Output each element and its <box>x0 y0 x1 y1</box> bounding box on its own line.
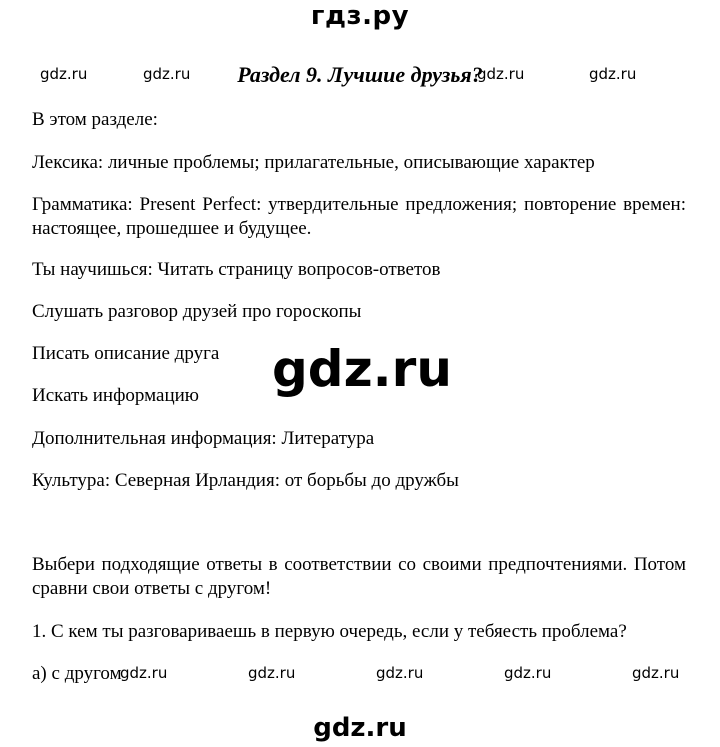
watermark: gdz.ru <box>632 664 680 682</box>
site-footer: gdz.ru <box>313 713 407 743</box>
watermark: gdz.ru <box>376 664 424 682</box>
watermark: gdz.ru <box>120 664 168 682</box>
answer-a: а) с другом <box>32 663 122 684</box>
watermark: gdz.ru <box>477 65 525 83</box>
watermark: gdz.ru <box>40 65 88 83</box>
instruction-text: Выбери подходящие ответы в соответствии со своими предпочтениями. Потом сравни свои ответы с другом! <box>32 554 686 599</box>
section-title: Раздел 9. Лучшие друзья? <box>237 62 483 87</box>
skills-read-text: Ты научишься: Читать страницу вопросов-ответов <box>32 259 441 280</box>
culture-text: Культура: Северная Ирландия: от борьбы до дружбы <box>32 470 459 491</box>
question-1: 1. С кем ты разговариваешь в первую очередь, если у тебяесть проблема? <box>32 621 627 642</box>
watermark-large: gdz.ru <box>272 340 452 398</box>
watermark: gdz.ru <box>504 664 552 682</box>
skills-write-text: Писать описание друга <box>32 343 220 364</box>
watermark: gdz.ru <box>143 65 191 83</box>
watermark: gdz.ru <box>248 664 296 682</box>
grammar-text: Грамматика: Present Perfect: утвердительные предложения; повторение времен: настоящее, прошедшее и будущее. <box>32 194 686 239</box>
skills-listen-text: Слушать разговор друзей про гороскопы <box>32 301 362 322</box>
vocabulary-text: Лексика: личные проблемы; прилагательные, описывающие характер <box>32 152 595 173</box>
skills-search-text: Искать информацию <box>32 385 199 406</box>
watermark: gdz.ru <box>589 65 637 83</box>
extra-text: Дополнительная информация: Литература <box>32 428 375 449</box>
site-header: гдз.ру <box>310 1 410 31</box>
intro-text: В этом разделе: <box>32 109 158 130</box>
